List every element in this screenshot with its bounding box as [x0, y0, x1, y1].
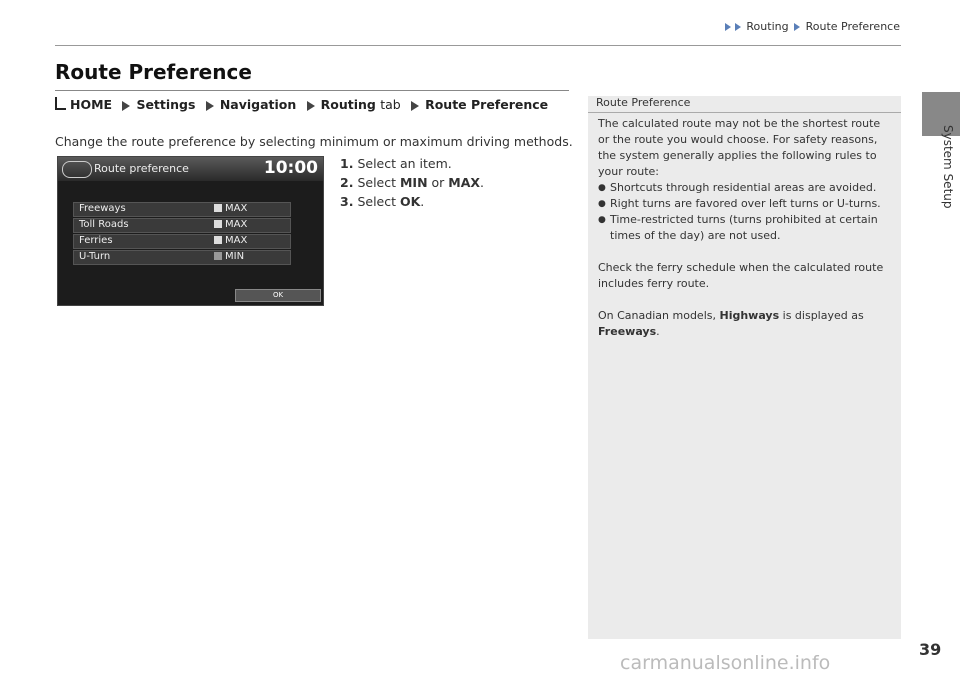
arrow-icon [794, 23, 800, 31]
note-keyword: Freeways [598, 325, 657, 338]
nav-settings: Settings [136, 97, 196, 112]
step-text: Select [357, 194, 400, 209]
row-value-text: MAX [225, 203, 248, 214]
note-heading-text: Route Preference [596, 96, 691, 109]
arrow-icon [411, 101, 419, 111]
screen-ok-button: OK [235, 289, 321, 302]
row-name: U-Turn [79, 251, 111, 262]
arrow-icon [122, 101, 130, 111]
row-name: Ferries [79, 235, 113, 246]
row-name: Toll Roads [79, 219, 129, 230]
step-number: 3. [340, 194, 354, 209]
arrow-icon [307, 101, 315, 111]
note-paragraph: Check the ferry schedule when the calculated route includes ferry route. [598, 261, 884, 290]
nav-navigation: Navigation [219, 97, 297, 112]
divider [55, 90, 569, 91]
page-number: 39 [919, 640, 942, 659]
screen-title: Route preference [94, 162, 189, 175]
section-label: System Setup [941, 125, 955, 209]
screen-row [73, 202, 291, 217]
page-title: Route Preference [55, 60, 252, 84]
note-box [588, 96, 901, 639]
note-bullet: ● Right turns are favored over left turns or U-turns. [598, 196, 893, 212]
arrow-icon [206, 101, 214, 111]
note-bullet: ● Time-restricted turns (turns prohibited at certain times of the day) are not used. [598, 212, 893, 244]
note-text: . [656, 325, 660, 338]
arrow-icon [725, 23, 731, 31]
note-paragraph: The calculated route may not be the shortest route or the route you would choose. For safety reasons, the system generally applies the following rules to your route: [598, 117, 881, 178]
u-turn-icon [214, 252, 222, 260]
row-value-text: MIN [225, 251, 245, 262]
row-value [214, 235, 247, 246]
row-value [214, 219, 247, 230]
nav-target: Route Preference [425, 97, 549, 112]
note-bullet: ● Shortcuts through residential areas are avoided. [598, 180, 893, 196]
screen-row [73, 218, 291, 233]
step-number: 1. [340, 156, 354, 171]
note-text: is displayed as [779, 309, 864, 322]
screen-row [73, 234, 291, 249]
step-item [340, 173, 484, 192]
step-text: Select an item. [357, 156, 452, 171]
arrow-icon [735, 23, 741, 31]
toll-icon [214, 220, 222, 228]
step-number: 2. [340, 175, 354, 190]
row-value-text: MAX [225, 219, 248, 230]
note-keyword: Highways [719, 309, 780, 322]
nav-home: HOME [70, 97, 113, 112]
row-value [214, 251, 244, 262]
step-keyword: MAX [448, 175, 481, 190]
note-heading [588, 96, 901, 113]
note-text: On Canadian models, [598, 309, 720, 322]
step-text: . [420, 194, 425, 209]
home-back-icon [62, 161, 92, 178]
note-paragraph [598, 308, 893, 340]
breadcrumb-item[interactable]: Routing [746, 20, 789, 33]
screen-row [73, 250, 291, 265]
breadcrumb [723, 20, 900, 33]
step-item [340, 154, 484, 173]
step-text: or [427, 175, 449, 190]
note-bullets [598, 180, 893, 244]
row-value-text: MAX [225, 235, 248, 246]
row-name: Freeways [79, 203, 126, 214]
home-marker-icon [55, 97, 66, 110]
step-text: . [480, 175, 485, 190]
divider [55, 45, 901, 46]
step-keyword: OK [399, 194, 421, 209]
screen-clock: 10:00 [263, 158, 318, 178]
watermark: carmanualsonline.info [620, 652, 831, 674]
row-value [214, 203, 247, 214]
step-text: Select [357, 175, 400, 190]
ferry-icon [214, 236, 222, 244]
intro-text: Change the route preference by selecting minimum or maximum driving methods. [55, 134, 573, 149]
nav-tab-word: tab [380, 97, 401, 112]
breadcrumb-item[interactable]: Route Preference [805, 20, 900, 33]
step-keyword: MIN [399, 175, 428, 190]
steps-list [340, 154, 484, 211]
step-item [340, 192, 484, 211]
note-body [598, 116, 893, 340]
navigation-path [55, 97, 548, 112]
nav-routing: Routing [320, 97, 376, 112]
freeway-icon [214, 204, 222, 212]
screen-image [57, 156, 324, 306]
